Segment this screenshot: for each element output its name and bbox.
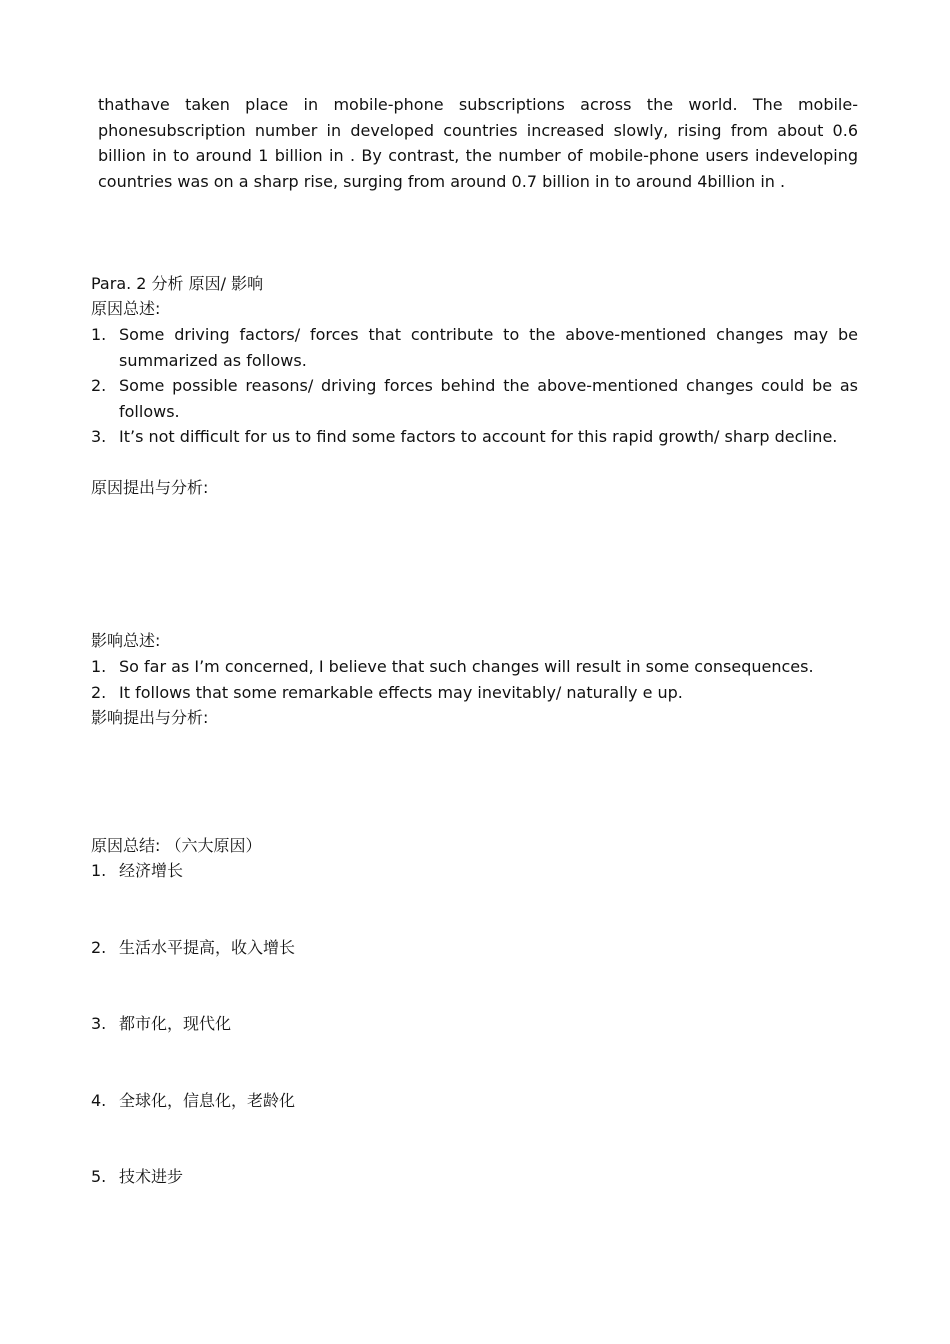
- effect-analysis-label: 影响提出与分析:: [91, 708, 209, 727]
- cause-analysis-label: 原因提出与分析:: [91, 478, 209, 497]
- cause-conclusion-item: [91, 1164, 858, 1190]
- item-text: It’s not difficult for us to find some factors to account for this rapid growth/ sharp decline.: [119, 427, 838, 446]
- item-number: 4.: [91, 1091, 107, 1110]
- effect-summary-item: [91, 654, 858, 680]
- item-number: 3.: [91, 1014, 107, 1033]
- item-text: It follows that some remarkable effects may inevitably/ naturally e up.: [119, 683, 683, 702]
- item-text: Some possible reasons/ driving forces behind the above-mentioned changes could be as follows.: [119, 376, 858, 421]
- cause-conclusion-item: [91, 858, 858, 884]
- effect-summary-item: [91, 680, 858, 706]
- cause-summary-item: [91, 373, 858, 424]
- cause-conclusion-item: [91, 935, 858, 961]
- intro-paragraph: thathave taken place in mobile-phone subscriptions across the world. The mobile-phonesubscription number in developed countries increased slowly, rising from about 0.6 billion in to around 1 billion in . By contrast, the number of mobile-phone users indeveloping countries was on a sharp rise, surging from around 0.7 billion in to around 4billion in .: [98, 95, 858, 191]
- para2-heading: Para. 2 分析 原因/ 影响: [91, 274, 264, 293]
- cause-conclusion-item: [91, 1088, 858, 1114]
- item-number: 2.: [91, 683, 107, 702]
- effect-summary-label: 影响总述:: [91, 631, 161, 650]
- item-number: 2.: [91, 938, 107, 957]
- cause-conclusion-label: 原因总结: （六大原因）: [91, 836, 262, 855]
- item-number: 2.: [91, 376, 107, 395]
- cause-summary-item: [91, 424, 858, 450]
- cause-conclusion-item: [91, 1011, 858, 1037]
- item-number: 1.: [91, 861, 107, 880]
- cause-summary-label: 原因总述:: [91, 299, 161, 318]
- item-number: 5.: [91, 1167, 107, 1186]
- item-text: 生活水平提高，收入增长: [119, 938, 296, 957]
- item-text: 经济增长: [119, 861, 184, 880]
- item-text: 都市化，现代化: [119, 1014, 232, 1033]
- item-number: 1.: [91, 657, 107, 676]
- item-text: Some driving factors/ forces that contribute to the above-mentioned changes may be summarized as follows.: [119, 325, 858, 370]
- item-number: 3.: [91, 427, 107, 446]
- cause-summary-item: [91, 322, 858, 373]
- item-number: 1.: [91, 325, 107, 344]
- item-text: 全球化，信息化，老龄化: [119, 1091, 296, 1110]
- item-text: So far as I’m concerned, I believe that such changes will result in some consequences.: [119, 657, 814, 676]
- item-text: 技术进步: [119, 1167, 184, 1186]
